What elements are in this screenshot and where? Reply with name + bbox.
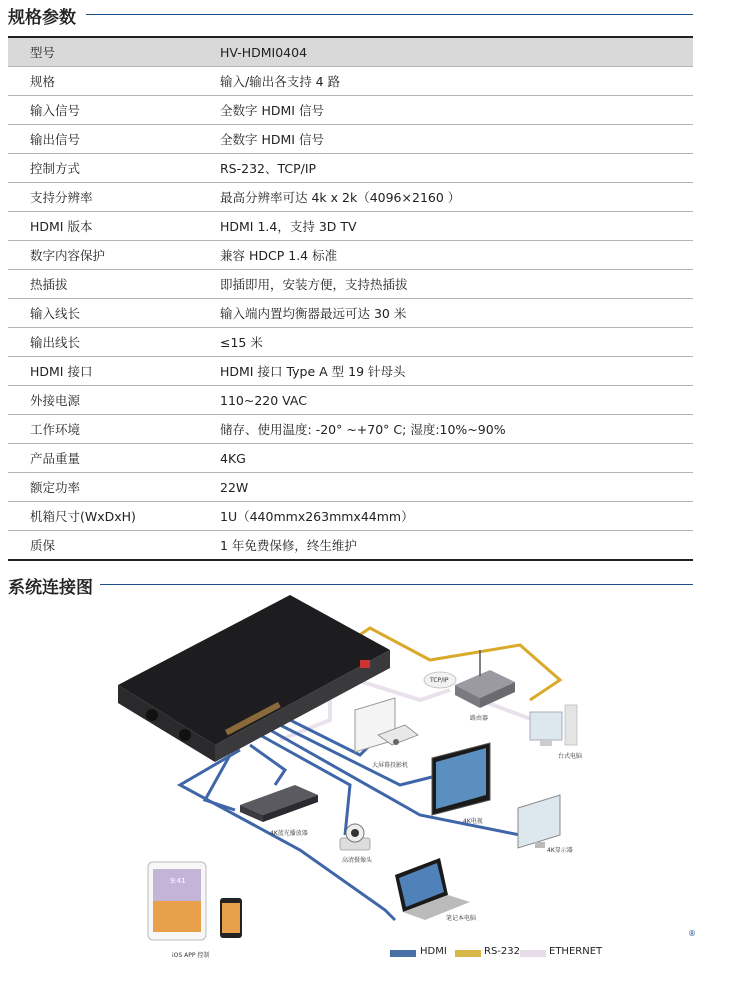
iphone-icon	[220, 898, 242, 938]
laptop-icon	[395, 858, 476, 922]
spec-row	[8, 299, 693, 328]
projector-label: 大屏幕投影机	[372, 762, 409, 769]
spec-value: 即插即用，安装方便，支持热插拔	[210, 270, 693, 299]
system-connection-diagram	[0, 590, 730, 970]
projector-icon	[355, 698, 418, 769]
registered-mark: ®	[688, 929, 696, 938]
spec-value: 110~220 VAC	[210, 386, 693, 415]
spec-key: 支持分辨率	[8, 183, 210, 212]
spec-row	[8, 502, 693, 531]
spec-key: 额定功率	[8, 473, 210, 502]
spec-key: 输入线长	[8, 299, 210, 328]
camera-label: 高清摄像头	[342, 857, 373, 864]
matrix-switcher	[118, 595, 390, 762]
spec-row	[8, 154, 693, 183]
spec-row	[8, 386, 693, 415]
spec-row	[8, 415, 693, 444]
tv-icon	[432, 743, 490, 825]
spec-key: 产品重量	[8, 444, 210, 473]
legend-rs232-label: RS-232	[484, 946, 520, 957]
laptop-label: 笔记本电脑	[446, 915, 477, 922]
spec-value: 储存、使用温度: -20° ~+70° C; 湿度:10%~90%	[210, 415, 693, 444]
spec-row	[8, 37, 693, 67]
spec-value: HDMI 1.4，支持 3D TV	[210, 212, 693, 241]
spec-key: 输出线长	[8, 328, 210, 357]
spec-key: 输出信号	[8, 125, 210, 154]
bluray-player-icon	[240, 785, 318, 837]
spec-key: HDMI 接口	[8, 357, 210, 386]
spec-key: 质保	[8, 531, 210, 561]
spec-key: 规格	[8, 67, 210, 96]
spec-value: HV-HDMI0404	[210, 37, 693, 67]
spec-key: 热插拔	[8, 270, 210, 299]
spec-key: 机箱尺寸(WxDxH)	[8, 502, 210, 531]
spec-row	[8, 473, 693, 502]
tv-label: 4K电视	[463, 818, 483, 825]
spec-row	[8, 125, 693, 154]
spec-key: 控制方式	[8, 154, 210, 183]
spec-value: ≤15 米	[210, 328, 693, 357]
diagram-section-title: 系统连接图	[8, 578, 93, 598]
router-icon	[424, 650, 515, 722]
spec-row	[8, 531, 693, 561]
spec-value: HDMI 接口 Type A 型 19 针母头	[210, 357, 693, 386]
spec-value: 4KG	[210, 444, 693, 473]
legend-hdmi-swatch	[390, 950, 416, 957]
spec-row	[8, 241, 693, 270]
desktop-pc-icon	[530, 705, 582, 760]
legend-ethernet-swatch	[520, 950, 546, 957]
spec-table	[8, 36, 693, 561]
ipad-icon	[148, 862, 206, 940]
legend-ethernet-label: ETHERNET	[549, 946, 603, 957]
spec-key: 外接电源	[8, 386, 210, 415]
spec-key: 型号	[8, 37, 210, 67]
spec-value: 输入端内置均衡器最远可达 30 米	[210, 299, 693, 328]
spec-value: 全数字 HDMI 信号	[210, 96, 693, 125]
spec-row	[8, 212, 693, 241]
spec-key: 输入信号	[8, 96, 210, 125]
spec-value: 全数字 HDMI 信号	[210, 125, 693, 154]
ipad-time: 9:41	[170, 877, 186, 885]
desktop-label: 台式电脑	[558, 753, 583, 760]
ios-label: iOS APP 控制	[172, 952, 210, 959]
spec-row	[8, 96, 693, 125]
diagram-title-rule	[100, 584, 693, 585]
spec-key: HDMI 版本	[8, 212, 210, 241]
bluray-label: 4K蓝光播放器	[270, 830, 308, 837]
spec-value: 兼容 HDCP 1.4 标准	[210, 241, 693, 270]
spec-value: 22W	[210, 473, 693, 502]
tcpip-label: TCP/IP	[430, 677, 449, 684]
spec-row	[8, 67, 693, 96]
spec-row	[8, 444, 693, 473]
spec-key: 工作环境	[8, 415, 210, 444]
monitor-label: 4K显示器	[547, 847, 573, 854]
spec-row	[8, 328, 693, 357]
monitor-icon	[518, 795, 573, 854]
spec-row	[8, 357, 693, 386]
spec-value: RS-232、TCP/IP	[210, 154, 693, 183]
spec-value: 最高分辨率可达 4k x 2k（4096×2160 ）	[210, 183, 693, 212]
router-label: 路由器	[470, 715, 489, 722]
spec-row	[8, 270, 693, 299]
spec-row	[8, 183, 693, 212]
legend-rs232-swatch	[455, 950, 481, 957]
spec-section-title: 规格参数	[8, 8, 76, 28]
spec-value: 1 年免费保修，终生维护	[210, 531, 693, 561]
spec-value: 1U（440mmx263mmx44mm）	[210, 502, 693, 531]
spec-title-rule	[86, 14, 693, 15]
legend-hdmi-label: HDMI	[420, 946, 447, 957]
spec-value: 输入/输出各支持 4 路	[210, 67, 693, 96]
spec-key: 数字内容保护	[8, 241, 210, 270]
